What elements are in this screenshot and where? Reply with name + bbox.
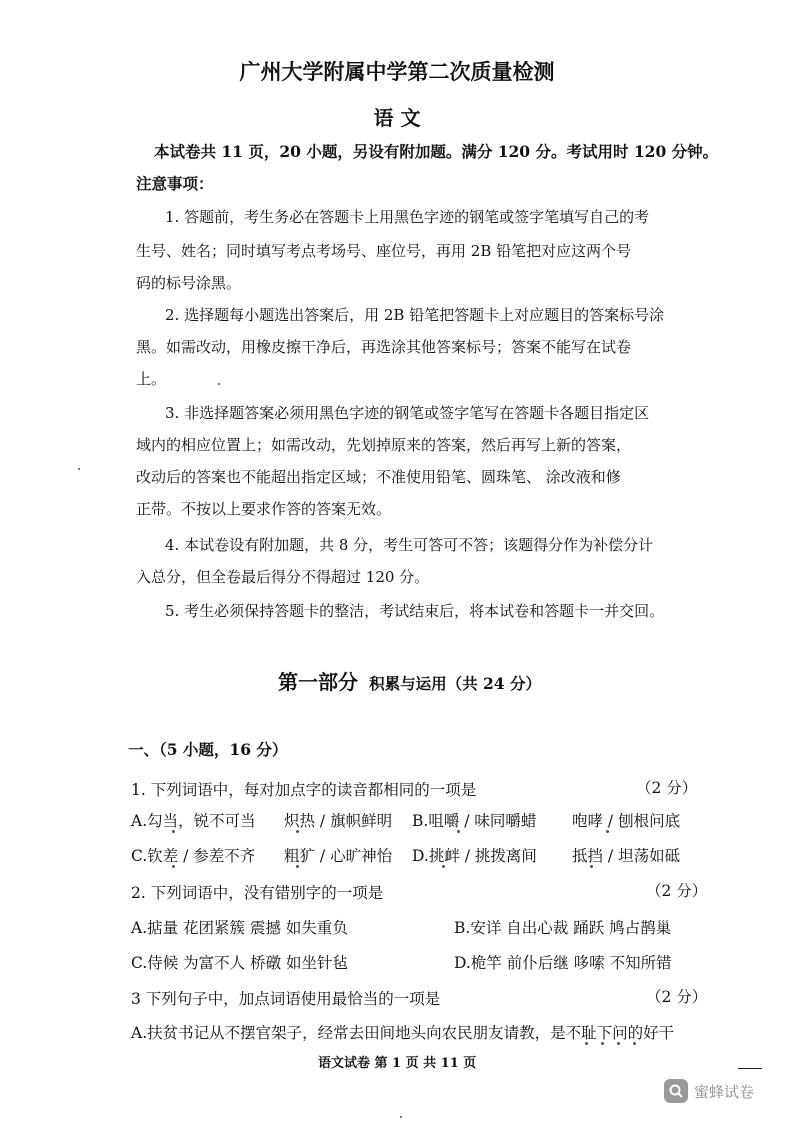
q1-option-c-pair: 粗犷 / 心旷神怡 (284, 847, 393, 865)
note-line: 改动后的答案也不能超出指定区域；不准使用铅笔、圆珠笔、 涂改液和修 (136, 468, 621, 486)
option-label: B. (412, 812, 429, 830)
note-line: 码的标号涂黑。 (136, 274, 242, 292)
search-icon (664, 1079, 688, 1103)
q1-option-b (412, 809, 536, 831)
exam-info: 本试卷共 11 页，20 小题，另设有附加题。满分 120 分。考试用时 120 分钟。 (154, 142, 719, 161)
q1-option-b-pair: 咆哮 / 刨根问底 (572, 812, 681, 830)
note-line: 入总分，但全卷最后得分不得超过 120 分。 (136, 568, 430, 586)
note-line: 生号、姓名；同时填写考点考场号、座位号，再用 2B 铅笔把对应这两个号 (136, 242, 632, 260)
note-line: 1. 答题前，考生务必在答题卡上用黑色字迹的钢笔或签字笔填写自己的考 (165, 208, 650, 226)
exam-title: 广州大学附属中学第二次质量检测 (239, 59, 555, 84)
q2-option-b: B.安详 自出心裁 踊跃 鸠占鹊巢 (454, 919, 672, 937)
q1-option-c (131, 844, 255, 866)
note-line: 5. 考生必须保持答题卡的整洁，考试结束后，将本试卷和答题卡一并交回。 (165, 602, 665, 620)
note-line: 4. 本试卷设有附加题，共 8 分，考生可答可不答；该题得分作为补偿分计 (165, 536, 654, 554)
subject-title: 语 文 (373, 106, 421, 130)
watermark-text: 蜜蜂试卷 (694, 1082, 755, 1101)
q1-option-a-pair: 炽热 / 旗帜鲜明 (284, 812, 393, 830)
note-line: 3. 非选择题答案必须用黑色字迹的钢笔或签字笔写在答题卡各题目指定区 (165, 404, 650, 422)
note-line: 2. 选择题每小题选出答案后，用 2B 铅笔把答题卡上对应题目的答案标号涂 (165, 306, 665, 324)
note-line: 上。 (136, 370, 167, 388)
option-label: D. (412, 847, 429, 865)
q2-option-c: C.侍候 为富不人 桥礅 如坐针毡 (131, 954, 349, 972)
question-2-stem: 2. 下列词语中，没有错别字的一项是 (131, 884, 384, 902)
part-title: 第一部分 (278, 670, 358, 694)
note-line: 域内的相应位置上；如需改动，先划掉原来的答案，然后再写上新的答案， (136, 436, 632, 454)
option-text: 勾当，锐不可当 (147, 812, 256, 830)
option-label: A. (131, 812, 148, 830)
note-line: 正带。不按以上要求作答的答案无效。 (136, 500, 392, 518)
question-1-score: （2 分） (636, 779, 698, 797)
q1-option-d-pair: 抵挡 / 坦荡如砥 (572, 847, 681, 865)
notice-heading: 注意事项： (136, 174, 214, 193)
question-2-score: （2 分） (646, 882, 708, 900)
footer-rule (738, 1068, 762, 1069)
option-text: 钦差 / 参差不齐 (147, 847, 256, 865)
question-3-stem: 3 下列句子中，加点词语使用最恰当的一项是 (131, 990, 441, 1008)
q1-option-d (412, 844, 537, 866)
option-label: C. (131, 847, 148, 865)
watermark (664, 1079, 754, 1103)
note-line: 黑。如需改动，用橡皮擦干净后，再选涂其他答案标号；答案不能写在试卷 (136, 338, 632, 356)
q3-option-a: A.扶贫书记从不摆官架子，经常去田间地头向农民朋友请教，是不耻下问的好干 (131, 1024, 675, 1042)
page-footer: 语文试卷 第 1 页 共 11 页 (318, 1056, 477, 1071)
question-1-stem: 1. 下列词语中，每对加点字的读音都相同的一项是 (131, 781, 477, 799)
option-text: 咀嚼 / 味同嚼蜡 (428, 812, 537, 830)
question-3-score: （2 分） (646, 988, 708, 1006)
q1-option-a (131, 809, 256, 831)
option-text: 挑衅 / 挑拨离间 (428, 847, 537, 865)
q2-option-a: A.掂量 花团紧簇 震撼 如失重负 (131, 919, 348, 937)
part-subtitle: 积累与运用（共 24 分） (369, 674, 541, 693)
section-heading: 一、（5 小题，16 分） (128, 740, 288, 759)
q2-option-d: D.桅竿 前仆后继 哆嗦 不知所错 (454, 954, 672, 972)
part-heading (278, 666, 541, 695)
